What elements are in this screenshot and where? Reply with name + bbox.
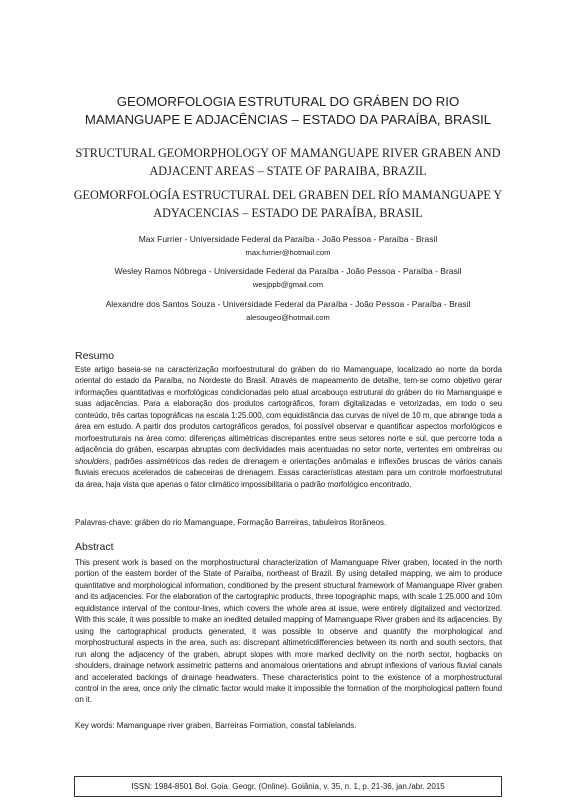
title-portuguese: GEOMORFOLOGIA ESTRUTURAL DO GRÁBEN DO RIO MAMANGUAPE E ADJACÊNCIAS – ESTADO DA PARAÍBA, BRASIL <box>84 94 492 127</box>
author-line: Wesley Ramos Nóbrega - Universidade Federal da Paraíba - João Pessoa - Paraíba - Brasil <box>114 266 462 276</box>
author-email: max.furrier@hotmail.com <box>245 248 331 257</box>
author-email: alesougeo@hotmail.com <box>246 313 330 322</box>
abstract-text: This present work is based on the morphostructural characterization of Mamanguape River graben, located in the north portion of the eastern border of the State of Paraíba, northeast of Brazil. By using detailed mapping, we aim to produce quantitative and morphological information, conditioned by the present structural framework of Mamanguape River graben and its adjacencies. For the elaboration of the cartographic products, three topographic maps, with scale 1:25.000 and 10m equidistance interval of the contour-lines, which covers the whole area at issue, were entirely digitalized and vectorized. With this scale, it was possible to make an inedited detailed mapping of Mamanguape River graben and its adjacencies. By using the cartographical products generated, it was possible to observe and quantify the morphological and morphostructural aspects in the area, such as: discrepant altimetricdifferencies between its north and south sectors, that run along the adjacency of the graben, abrupt slopes with more marked declivity on the north sector, hogbacks on shoulders, drainage network assimetric patterns and anomalous orientations and abrupt inflexions of various fluvial canals and accelerated backings of drainage headwaters. These characteristics point to the existence of a morphostructural control in the area, once only the climatic factor would make it impossible the formation of the morphological pattern found on it. <box>75 558 502 705</box>
resumo-text-part: , padrões assimétricos das redes de drenagem e orientações anômalas e inflexões bruscas de vários canais fluviais erecuos acelerados de cabeceiras de drenagem. Essas características atestam para um controle morfoestrutural da área, haja vista que apenas o fator climático impossibilitaria o padrão morfológico encontrado. <box>75 456 502 489</box>
abstract-keywords: Key words: Mamanguape river graben, Barreiras Formation, coastal tablelands. <box>75 721 357 730</box>
title-english: STRUCTURAL GEOMORPHOLOGY OF MAMANGUAPE RIVER GRABEN AND ADJACENT AREAS – STATE OF PARAIBA, BRAZIL <box>75 146 501 178</box>
resumo-keywords: Palavras-chave: gráben do rio Mamanguape, Formação Barreiras, tabuleiros litorâneos. <box>75 518 387 527</box>
author-email: wesjppb@gmail.com <box>252 280 324 289</box>
resumo-text <box>75 364 502 490</box>
author-line: Alexandre dos Santos Souza - Universidade Federal da Paraíba - João Pessoa - Paraíba - Brasil <box>105 299 471 309</box>
issn-footer: ISSN: 1984-8501 Bol. Goia. Geogr. (Online). Goiânia, v. 35, n. 1, p. 21-36, jan./abr. 2015 <box>74 776 502 797</box>
abstract-heading: Abstract <box>75 541 114 553</box>
resumo-heading: Resumo <box>75 350 115 362</box>
author-line: Max Furrier - Universidade Federal da Paraíba - João Pessoa - Paraíba - Brasil <box>138 234 438 244</box>
resumo-text-part: Este artigo baseia-se na caracterização morfoestrutural do gráben do rio Mamanguape, localizado ao norte da borda oriental do estado da Paraíba, no Nordeste do Brasil. Através de mapeamento de detalhe, tem-se como objetivo gerar informações quantitativas e morfológicas condicionadas pelo atual arcabouço estrutural do gráben do rio Mamanguape e suas adjacências. Para a elaboração dos produtos cartográficos, foram digitalizadas e vetorizadas, em todo o seu conteúdo, três cartas topográficas na escala 1:25.000, com equidistância das curvas de nível de 10 m, que abrange toda a área em estudo. A partir dos produtos cartográficos gerados, foi possível observar e quantificar aspectos morfológicos e morfoestruturais na área como: diferenças altimétricas discrepantes entre seus setores norte e sul, que percorre toda a adjacência do gráben, escarpas abruptas com declividades mais acentuadas no setor norte, vertentes em ombreiras ou <box>75 365 502 455</box>
title-spanish: GEOMORFOLOGÍA ESTRUCTURAL DEL GRABEN DEL RÍO MAMANGUAPE Y ADYACENCIAS – ESTADO DE PARAÍBA, BRASIL <box>73 188 503 220</box>
resumo-italic-term: shoulders <box>75 456 109 466</box>
